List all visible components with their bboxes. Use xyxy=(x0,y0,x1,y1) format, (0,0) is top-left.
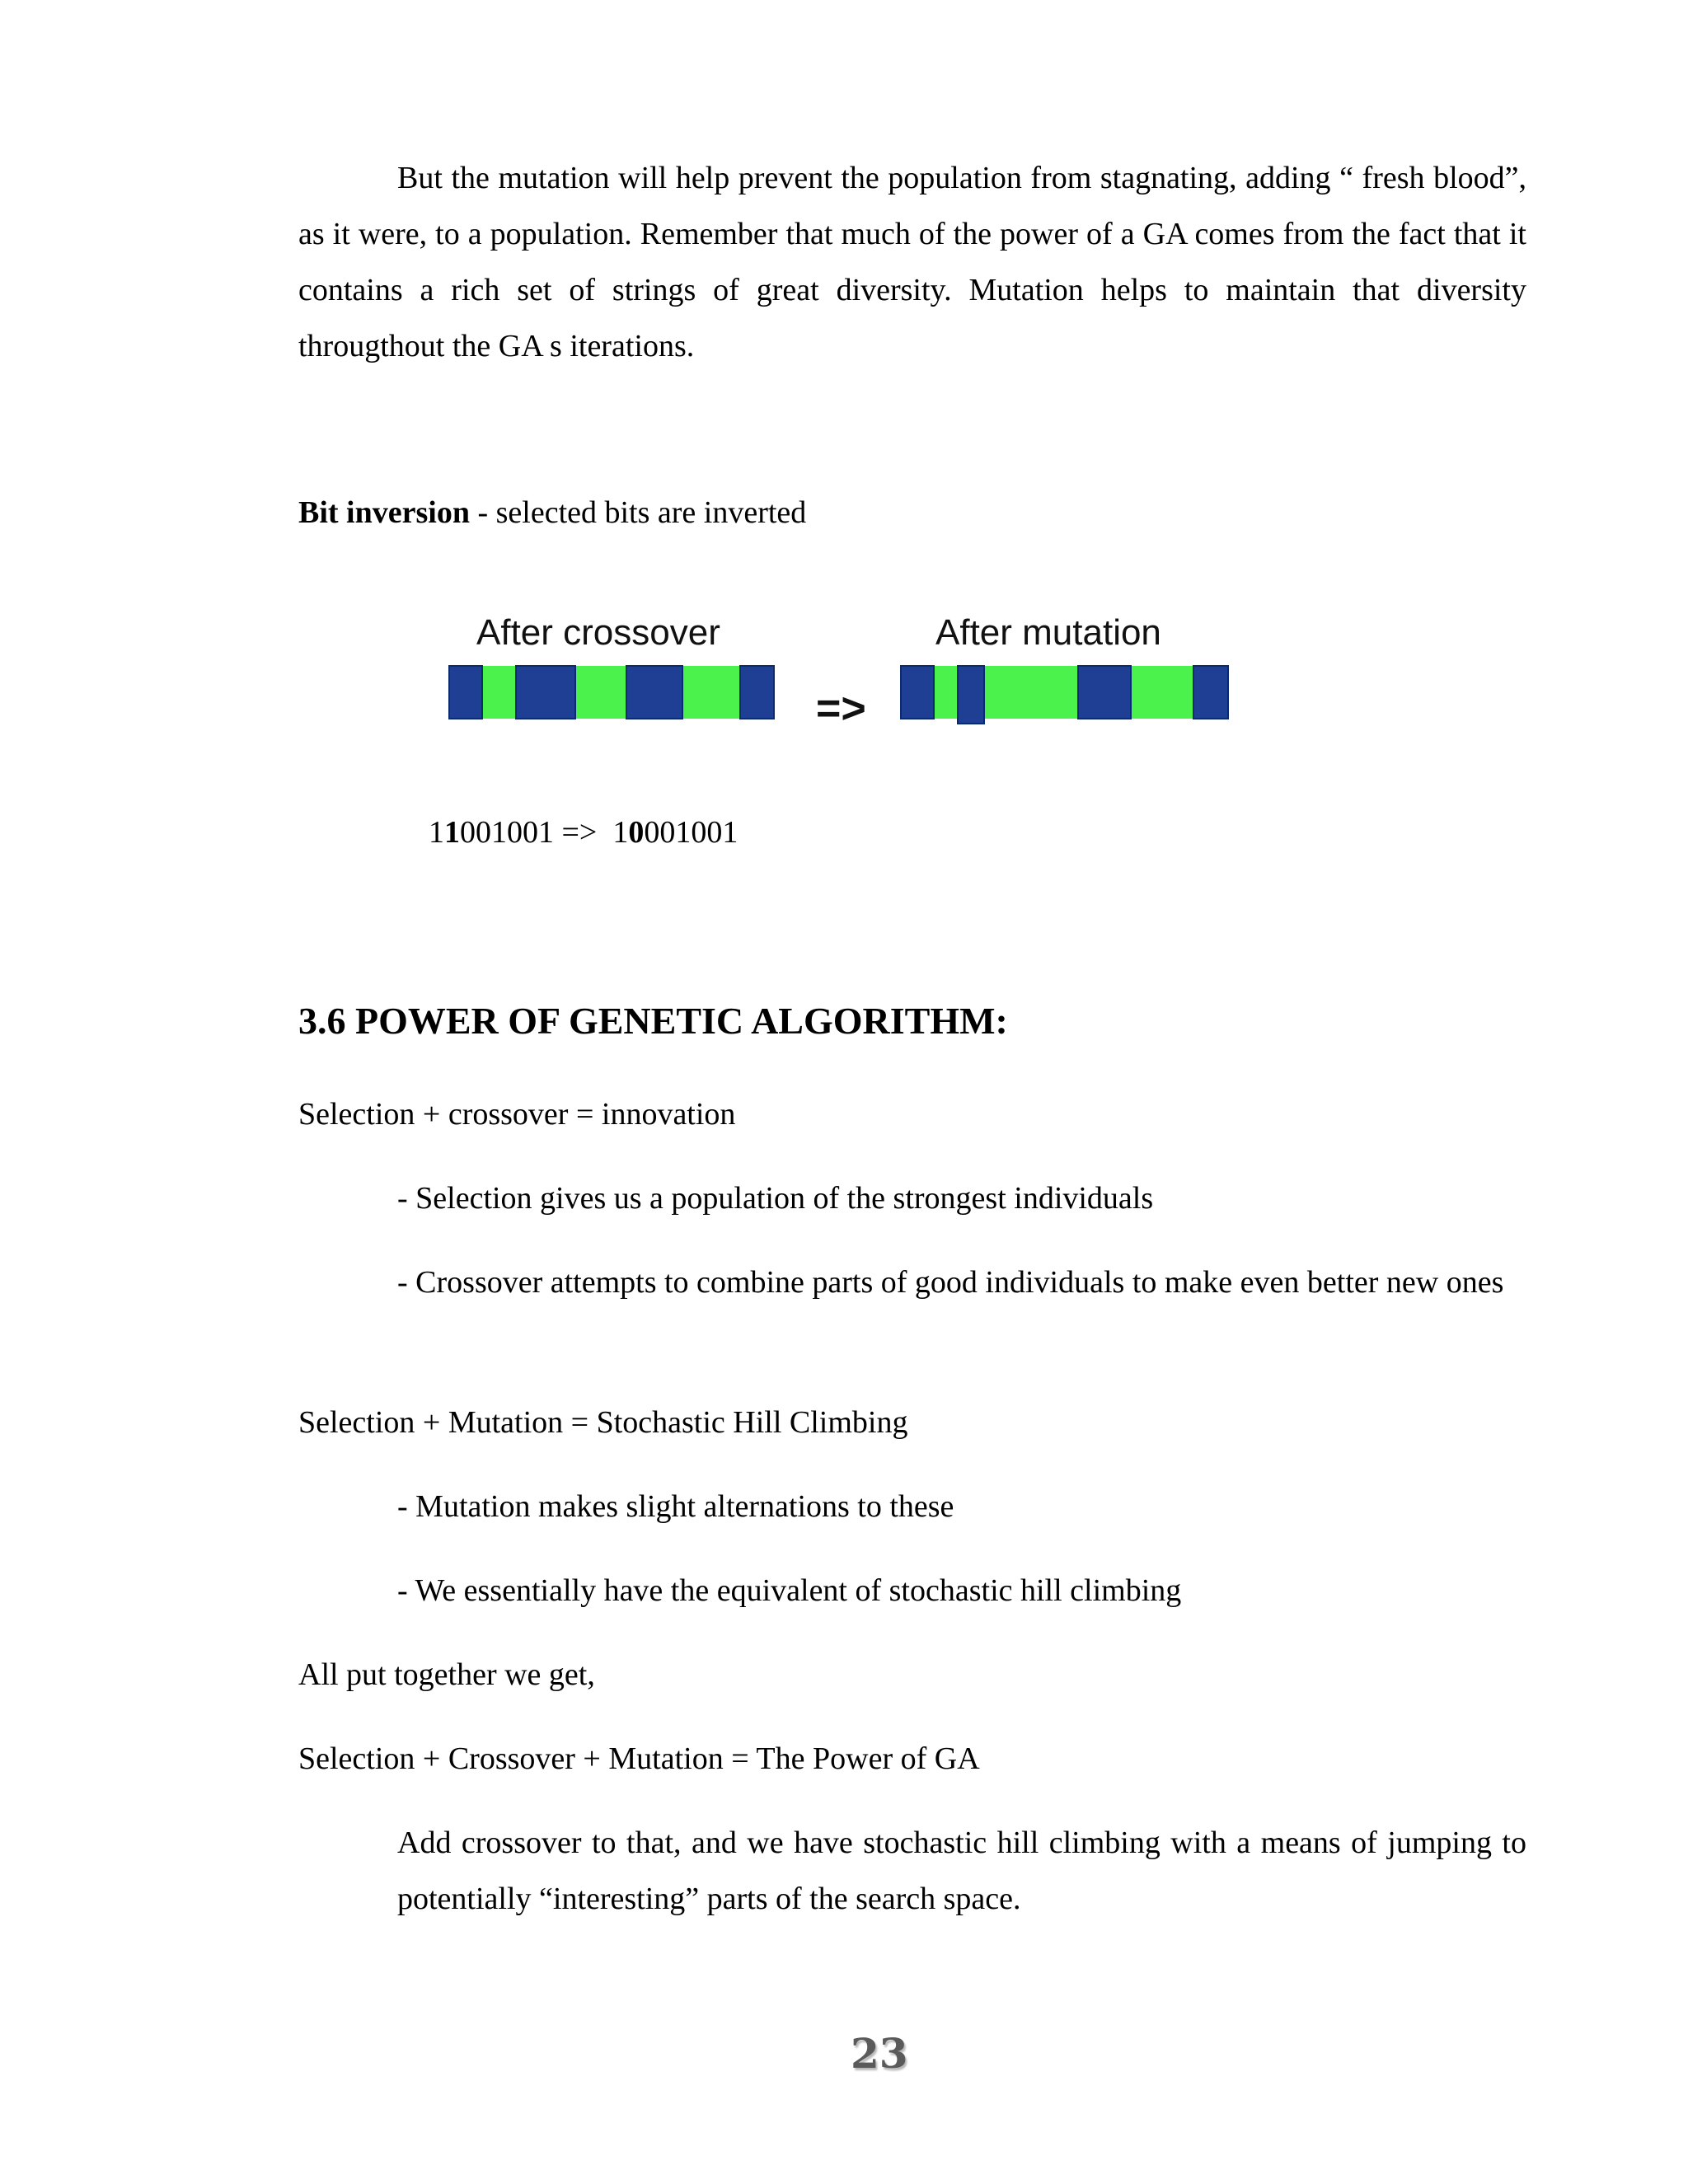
gene-before-3 xyxy=(626,666,682,719)
figure-arrow: => xyxy=(816,685,866,733)
gene-after-4 xyxy=(1193,666,1228,719)
chromosome-before xyxy=(449,666,774,719)
bit-inversion-description: - selected bits are inverted xyxy=(469,495,807,530)
example-before-lead: 1 xyxy=(429,815,444,850)
example-before-bold: 1 xyxy=(444,815,460,850)
line-all-together: All put together we get, xyxy=(298,1657,595,1692)
gene-before-4 xyxy=(740,666,774,719)
line-power-of-ga: Selection + Crossover + Mutation = The Power of GA xyxy=(298,1741,980,1776)
chromosome-after xyxy=(901,666,1228,724)
bit-inversion-line xyxy=(298,485,1526,541)
line-selection-mutation: Selection + Mutation = Stochastic Hill Climbing xyxy=(298,1405,908,1440)
figure-label-after: After mutation xyxy=(935,612,1161,653)
bullet-mutation-alternations: - Mutation makes slight alternations to these xyxy=(397,1489,954,1524)
gene-before-2 xyxy=(516,666,575,719)
example-before-rest: 001001 xyxy=(460,815,554,850)
gene-after-1 xyxy=(901,666,934,719)
example-after-bold: 0 xyxy=(628,815,645,850)
figure-label-before: After crossover xyxy=(476,612,720,653)
example-arrow: => xyxy=(554,815,613,850)
gene-before-1 xyxy=(449,666,482,719)
bullet-stochastic-hill: - We essentially have the equivalent of stochastic hill climbing xyxy=(397,1573,1182,1608)
page-number: 23 xyxy=(851,2029,908,2078)
gene-after-3 xyxy=(1078,666,1131,719)
line-selection-crossover: Selection + crossover = innovation xyxy=(298,1097,736,1132)
section-heading: 3.6 POWER OF GENETIC ALGORITHM: xyxy=(298,1000,1008,1042)
chromosome-after-background xyxy=(901,666,1228,719)
bullet-crossover-combine: - Crossover attempts to combine parts of good individuals to make even better new ones xyxy=(397,1265,1504,1300)
bit-inversion-term: Bit inversion xyxy=(298,495,470,530)
mutation-intro-paragraph: But the mutation will help prevent the population from stagnating, adding “ fresh blood”, as it were, to a population. Remember that much of the power of a GA comes from the fact that it contains a rich set of strings of great diversity. Mutation helps to maintain that diversity througthout the GA s iterations. xyxy=(298,161,1526,363)
bullet-selection-strongest: - Selection gives us a population of the strongest individuals xyxy=(397,1181,1154,1216)
conclusion-paragraph: Add crossover to that, and we have stochastic hill climbing with a means of jumping to potentially “interesting” parts of the search space. xyxy=(397,1825,1526,1916)
gene-after-2-mutated xyxy=(958,666,984,724)
example-after-rest: 001001 xyxy=(644,815,738,850)
chromosome-before-background xyxy=(449,666,774,719)
bit-example xyxy=(429,804,1170,860)
example-after-lead: 1 xyxy=(612,815,629,850)
